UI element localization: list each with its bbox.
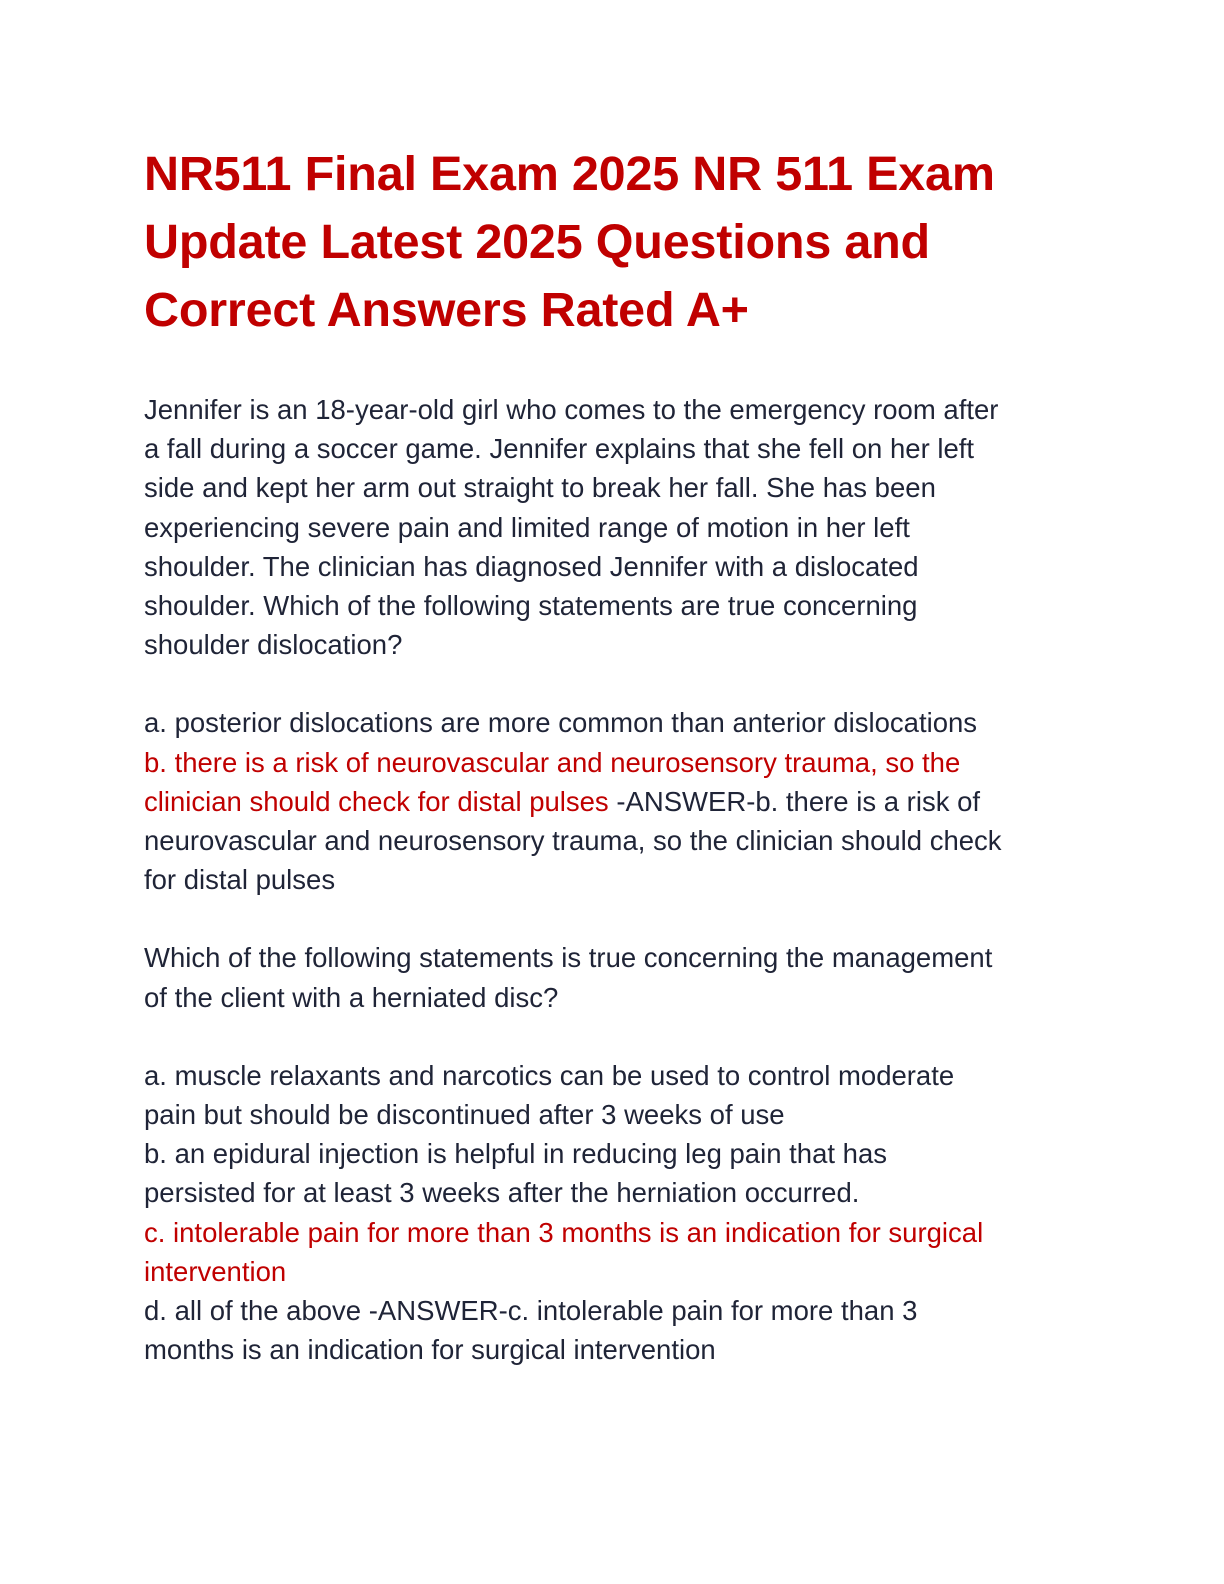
text-line: Which of the following statements is true concerning the management xyxy=(144,942,993,974)
question-1 xyxy=(144,390,1094,899)
option-a: pain but should be discontinued after 3 weeks of use xyxy=(144,1099,785,1131)
answer-label: -ANSWER-b. there is a risk of xyxy=(608,785,981,817)
question-1-options xyxy=(144,703,1094,899)
text-line: shoulder dislocation? xyxy=(144,629,403,661)
option-b-correct: b. there is a risk of neurovascular and neurosensory trauma, so the xyxy=(144,746,961,778)
text-line: shoulder. Which of the following statements are true concerning xyxy=(144,590,918,622)
option-b: b. an epidural injection is helpful in reducing leg pain that has xyxy=(144,1138,887,1170)
answer-text: for distal pulses xyxy=(144,864,336,896)
answer-text: neurovascular and neurosensory trauma, so the clinician should check xyxy=(144,825,1002,857)
text-line: a fall during a soccer game. Jennifer explains that she fell on her left xyxy=(144,433,975,465)
title-line: NR511 Final Exam 2025 NR 511 Exam xyxy=(144,147,995,201)
question-2-options xyxy=(144,1056,1094,1370)
question-2 xyxy=(144,938,1094,1369)
title-line: Correct Answers Rated A+ xyxy=(144,283,749,337)
option-b: persisted for at least 3 weeks after the herniation occurred. xyxy=(144,1177,860,1209)
option-a: a. muscle relaxants and narcotics can be used to control moderate xyxy=(144,1059,955,1091)
option-a: a. posterior dislocations are more common than anterior dislocations xyxy=(144,707,978,739)
text-line: side and kept her arm out straight to break her fall. She has been xyxy=(144,472,936,504)
text-line: shoulder. The clinician has diagnosed Jennifer with a dislocated xyxy=(144,550,919,582)
option-c-correct: c. intolerable pain for more than 3 months is an indication for surgical xyxy=(144,1216,984,1248)
text-line: Jennifer is an 18-year-old girl who comes to the emergency room after xyxy=(144,394,999,425)
text-line: experiencing severe pain and limited range of motion in her left xyxy=(144,511,910,543)
question-1-stem xyxy=(144,390,1094,664)
option-c-correct: intervention xyxy=(144,1255,287,1287)
option-b-correct-continued: clinician should check for distal pulses xyxy=(144,785,609,817)
answer-text: months is an indication for surgical intervention xyxy=(144,1334,716,1366)
document-title xyxy=(144,140,1094,344)
title-line: Update Latest 2025 Questions and xyxy=(144,215,930,269)
question-2-stem xyxy=(144,938,1094,1016)
option-b-answer-line xyxy=(144,782,1094,821)
document-content xyxy=(144,140,1094,1369)
option-d-answer: d. all of the above -ANSWER-c. intolerable pain for more than 3 xyxy=(144,1295,918,1327)
text-line: of the client with a herniated disc? xyxy=(144,981,559,1013)
